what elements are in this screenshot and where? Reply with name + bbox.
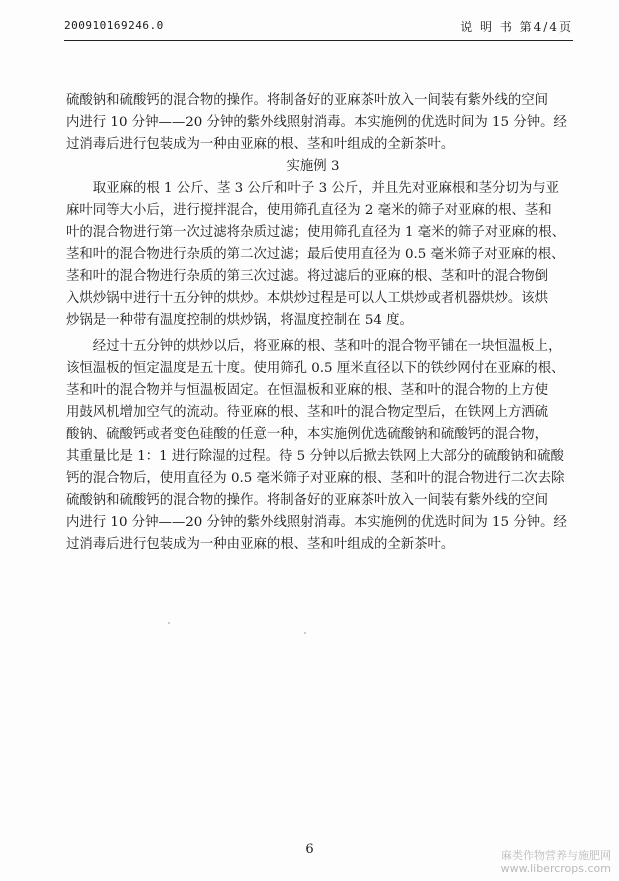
text-line: 叶的混合物进行第一次过滤将杂质过滤；使用筛孔直径为 1 毫米的筛子对亚麻的根、 <box>66 225 566 240</box>
text-line: 茎和叶的混合物并与恒温板固定。在恒温板和亚麻的根、茎和叶的混合物的上方使 <box>66 383 549 398</box>
scan-speck <box>304 632 306 634</box>
text-line: 炒锅是一种带有温度控制的烘炒锅，将温度控制在 54 度。 <box>66 313 413 328</box>
text-line: 过消毒后进行包装成为一种由亚麻的根、茎和叶组成的全新茶叶。 <box>66 537 455 552</box>
text-line: 用鼓风机增加空气的流动。待亚麻的根、茎和叶的混合物定型后，在铁网上方洒硫 <box>66 405 549 420</box>
text-line: 内进行 10 分钟——20 分钟的紫外线照射消毒。本实施例的优选时间为 15 分钟。经 <box>66 515 567 530</box>
header-section-and-page <box>460 18 573 35</box>
text-line: 硫酸钠和硫酸钙的混合物的操作。将制备好的亚麻茶叶放入一间装有紫外线的空间 <box>66 493 549 508</box>
text-line: 其重量比是 1：1 进行除湿的过程。待 5 分钟以后掀去铁网上大部分的硫酸钠和硫酸 <box>66 449 564 464</box>
text-line: 该恒温板的恒定温度是五十度。使用筛孔 0.5 厘米直径以下的铁纱网付在亚麻的根、 <box>66 361 565 376</box>
watermark-site-url: www.libercrops.com <box>500 862 611 875</box>
paragraph-embodiment-3-step-2 <box>66 336 567 556</box>
text-line: 过消毒后进行包装成为一种由亚麻的根、茎和叶组成的全新茶叶。 <box>66 137 455 152</box>
text-line: 经过十五分钟的烘炒以后，将亚麻的根、茎和叶的混合物平铺在一块恒温板上， <box>92 339 562 354</box>
paragraph-continued <box>66 90 567 156</box>
header-page-ref: 第4/4页 <box>519 20 573 34</box>
watermark-site-name: 麻类作物营养与施肥网 <box>501 849 611 862</box>
text-line: 麻叶同等大小后，进行搅拌混合，使用筛孔直径为 2 毫米的筛子对亚麻的根、茎和 <box>66 203 552 218</box>
text-line: 钙的混合物后，使用直径为 0.5 毫米筛子对亚麻的根、茎和叶的混合物进行二次去除 <box>66 471 565 486</box>
text-line: 茎和叶的混合物进行杂质的第三次过滤。将过滤后的亚麻的根、茎和叶的混合物倒 <box>66 269 549 284</box>
header-divider <box>64 40 573 41</box>
patent-application-number: 200910169246.0 <box>64 19 164 32</box>
text-line: 酸钠、硫酸钙或者变色硅酸的任意一种，本实施例优选硫酸钠和硫酸钙的混合物， <box>66 427 549 442</box>
header-section-title: 说 明 书 <box>460 20 514 34</box>
text-line: 茎和叶的混合物进行杂质的第二次过滤；最后使用直径为 0.5 毫米筛子对亚麻的根、 <box>66 247 565 262</box>
page-header <box>64 17 573 37</box>
page-number: 6 <box>305 842 314 857</box>
text-line: 硫酸钠和硫酸钙的混合物的操作。将制备好的亚麻茶叶放入一间装有紫外线的空间 <box>66 93 549 108</box>
text-line: 内进行 10 分钟——20 分钟的紫外线照射消毒。本实施例的优选时间为 15 分钟。经 <box>66 115 567 130</box>
scan-speck <box>168 622 170 624</box>
text-line: 取亚麻的根 1 公斤、茎 3 公斤和叶子 3 公斤，并且先对亚麻根和茎分切为与亚 <box>92 181 560 196</box>
section-heading-embodiment-3: 实施例 3 <box>286 159 340 174</box>
document-body <box>66 90 567 556</box>
text-line: 入烘炒锅中进行十五分钟的烘炒。本烘炒过程是可以人工烘炒或者机器烘炒。该烘 <box>66 291 549 306</box>
paragraph-embodiment-3-step-1 <box>66 178 566 332</box>
site-watermark <box>501 849 611 875</box>
